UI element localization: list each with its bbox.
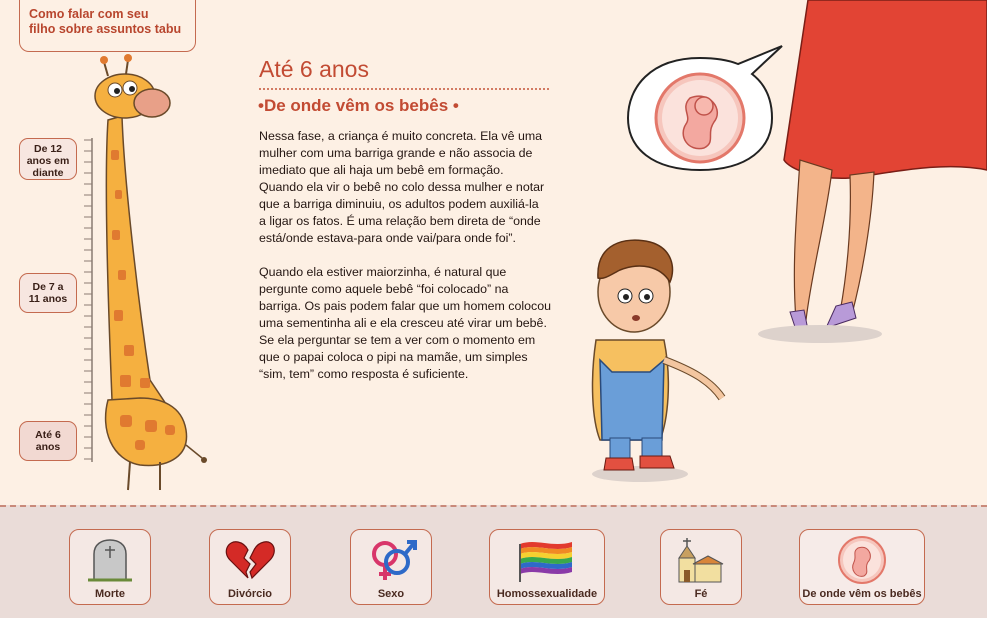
paragraph-2: Quando ela estiver maiorzinha, é natural que pergunte como aquele bebê “foi colocado” na barriga. Os pais podem falar que um homem colocou uma sementinha ali e ela cresceu até virar um bebê. Se ela perguntar se tem a ver com o momento em que o papai coloca o pipi na mamãe, um simples “sim, tem” como resposta é suficiente. — [259, 265, 552, 381]
age-label: De 12 — [33, 143, 63, 155]
age-label: Até 6 — [35, 429, 61, 441]
age-label: anos em — [26, 155, 70, 167]
paragraph-1: Nessa fase, a criança é muito concreta. Ela vê uma mulher com uma barriga grande e não associa de imediato que ali haja um bebê em formação. Quando ela vir o bebê no colo dessa mulher e notar que a barriga diminuiu, os adultos podem auxiliá-la a ligar os fatos. É uma relação bem direta de “onde está/onde estava-para onde vai/para onde foi”. — [259, 129, 545, 245]
baby-fetus-icon — [800, 534, 924, 586]
broken-heart-icon — [210, 534, 290, 586]
topic-fe[interactable] — [660, 529, 742, 605]
age-label: anos — [35, 441, 61, 453]
app-title-line2: filho sobre assuntos tabu — [29, 22, 182, 36]
gender-symbols-icon — [351, 534, 431, 586]
topic-label: De onde vêm os bebês — [802, 588, 922, 600]
child-figure — [592, 240, 722, 482]
mother-figure — [758, 0, 987, 343]
rainbow-flag-icon — [490, 534, 604, 586]
age-label: 11 anos — [28, 293, 68, 305]
topic-divorcio[interactable] — [209, 529, 291, 605]
section-title: Até 6 anos — [259, 56, 369, 82]
topic-label: Homossexualidade — [496, 588, 598, 600]
topic-homossexualidade[interactable] — [489, 529, 605, 605]
section-subtitle: •De onde vêm os bebês • — [258, 96, 459, 115]
tombstone-icon — [70, 534, 150, 586]
topic-label: Fé — [694, 588, 708, 600]
topic-navigation — [0, 505, 987, 618]
topic-label: Morte — [95, 588, 125, 600]
speech-bubble — [628, 46, 782, 170]
topic-label: Divórcio — [227, 588, 272, 600]
topic-de-onde-vem-os-bebes[interactable] — [799, 529, 925, 605]
topic-morte[interactable] — [69, 529, 151, 605]
topic-label: Sexo — [377, 588, 405, 600]
age-label: diante — [32, 167, 64, 179]
church-icon — [661, 534, 741, 586]
topic-sexo[interactable] — [350, 529, 432, 605]
age-label: De 7 a — [32, 281, 64, 293]
app-title-line1: Como falar com seu — [29, 7, 149, 21]
